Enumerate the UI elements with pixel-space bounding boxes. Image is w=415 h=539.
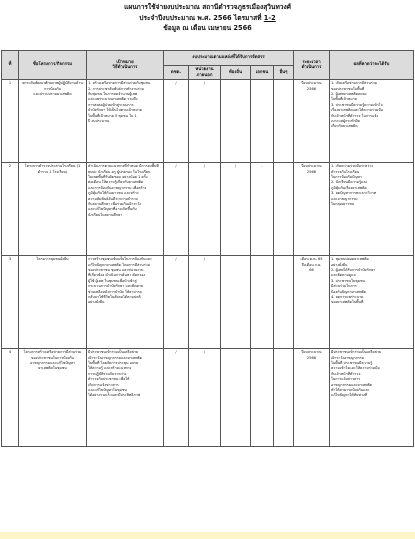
document-title: [0, 2, 415, 34]
sponsor-budget: -: [251, 163, 274, 256]
header-police: ตชด.: [164, 66, 189, 80]
header-period: ระยะเวลา ดำเนินการ: [294, 51, 330, 80]
table-row: [2, 256, 414, 349]
period-text: ปีงบประมาณ 2566: [294, 163, 330, 256]
header-sponsor: เอกชน: [251, 66, 274, 80]
title-line-1: แผนการใช้จ่ายงบประมาณ สถานีตำรวจภูธรเมืองสุวินทวงศ์: [124, 3, 291, 11]
sponsor-budget: [251, 349, 274, 447]
objective-text: การสร้างชุมชนเข้มแข็งในการป้องกันและ แก้ไขปัญหายาเสพติด โดยการมีส่วนร่วม ของประชาชน ชุมชน และหน่วยงาน ที่เกี่ยวข้อง ดำเนินการค้นหา คัดกรอง ผู้ใช้ ผู้เสพ ในชุมชนเพื่อนำเข้าสู่ กระบวนการบำบัดรักษา และติดตาม ช่วยเหลือหลังการบำบัด ให้สามารถ กลับมาใช้ชีวิตในสังคมได้ตามปกติ อย่างยั่งยืน: [87, 256, 164, 349]
period-text: เดือน ต.ค. 65 ถึงเดือน ก.ย. 66: [294, 256, 330, 349]
budget-plan-table: [1, 50, 414, 447]
expected-result: มีประชาชนเข้าร่วมเป็นเครือข่าย เฝ้าระวังอาชญากรรม ในพื้นที่ ประชาชนมีความรู้ ความเข้าใจและให้ความร่วมมือ กับเจ้าหน้าที่ตำรวจ ในการแจ้งข่าวสาร อาชญากรรมและยาเสพติด ทำให้สามารถป้องกันและ แก้ไขปัญหาได้ทันท่วงที: [330, 349, 414, 447]
police-budget: /: [164, 163, 189, 256]
header-other: อื่นๆ: [274, 66, 294, 80]
row-number: 2: [2, 163, 19, 256]
header-expected: ผลที่คาดว่าจะได้รับ: [330, 51, 414, 80]
period-text: ปีงบประมาณ 2566: [294, 349, 330, 447]
objective-text: 1. สร้างเครือข่ายการมีส่วนร่วมกับชุมชน 2. การประชาสัมพันธ์การทำงานร่วม กับชุมชน ในการลดจำนวนผู้เสพ และแพร่ระบาดยาเสพติด รวมถึง การส่งต่อผู้ป่วยเข้าสู่ระบบการ บำบัดรักษา ให้เป็นไปตามเป้าหมาย ในพื้นที่เป้าหมาย 5 ชุมชน ใน 1 ปี งบประมาณ: [87, 80, 164, 163]
objective-text: ดำเนินการตามแนวทางที่กำหนด มีการลงพื้นที่ พบปะ นักเรียน ครู ผู้ปกครอง ในโรงเรียน ในเขตพื้นที่รับผิดชอบ อย่างน้อย 1 ครั้ง ต่อเดือน ให้ความรู้เกี่ยวกับยาเสพติด และการป้องกันอาชญากรรม เพื่อสร้าง ภูมิคุ้มกันให้กับเยาวชน และสร้าง ความสัมพันธ์อันดีระหว่างตำรวจ กับสถานศึกษา เพื่อร่วมกันเฝ้าระวัง และแก้ไขปัญหาที่อาจเกิดขึ้นกับ นักเรียนในสถานศึกษา: [87, 163, 164, 256]
period-text: ปีงบประมาณ 2566: [294, 80, 330, 163]
header-local: ท้องถิ่น: [221, 66, 251, 80]
table-row: [2, 349, 414, 447]
agency-budget: /: [189, 80, 221, 163]
title-line-3: ข้อมูล ณ เดือน เมษายน 2566: [163, 24, 252, 32]
other-budget: [274, 163, 294, 256]
agency-budget: /: [189, 256, 221, 349]
expected-result: 1. ชุมชนปลอดยาเสพติด อย่างยั่งยืน 2. ผู้เสพได้รับการบำบัดรักษา และติดตามดูแล 3. ประชาชนในชุมชน มีส่วนร่วมในการ ป้องกันปัญหายาเสพติด 4. ลดการแพร่ระบาด ของยาเสพติดในพื้นที่: [330, 256, 414, 349]
police-budget: /: [164, 80, 189, 163]
row-number: 1: [2, 80, 19, 163]
agency-budget: /: [189, 349, 221, 447]
sponsor-budget: [251, 256, 274, 349]
local-budget: [221, 80, 251, 163]
row-number: 3: [2, 256, 19, 349]
agency-budget: /: [189, 163, 221, 256]
sponsor-budget: [251, 80, 274, 163]
police-budget: /: [164, 349, 189, 447]
local-budget: /: [221, 163, 251, 256]
objective-text: มีประชาชนเข้าร่วมเป็นเครือข่าย เฝ้าระวังอาชญากรรมและยาเสพติด ในพื้นที่ โดยจัดการประชุม อบรม ให้ความรู้ และสร้างแนวทาง การปฏิบัติร่วมกันระหว่าง ตำรวจกับประชาชน เพื่อให้ เกิดการแจ้งข่าวสาร และแก้ไขปัญหาในชุมชน ได้อย่างรวดเร็วและมีประสิทธิภาพ: [87, 349, 164, 447]
row-number: 4: [2, 349, 19, 447]
header-objective: เป้าหมาย วิธีดำเนินการ: [87, 51, 164, 80]
header-no: ที่: [2, 51, 19, 80]
other-budget: [274, 349, 294, 447]
project-name: ยกระดับพัฒนาศักยภาพผู้ปฏิบัติงานด้านการป้องกัน และปราบปรามยาเสพติด: [19, 80, 87, 163]
expected-result: 1. เกิดเครือข่ายการมีส่วนร่วม ของประชาชนในพื้นที่ 2. ผู้เสพยาเสพติดลดลง ในพื้นที่เป้าหมาย 3. ประชาชนมีความรู้ความเข้าใจ เรื่องยาเสพติดและให้ความร่วมมือ กับเจ้าหน้าที่ตำรวจ ในการแจ้ง เบาะแสผู้กระทำผิด เกี่ยวกับยาเสพติด: [330, 80, 414, 163]
project-name: โครงการตำรวจประสานโรงเรียน (1 ตำรวจ 1 โรงเรียน): [19, 163, 87, 256]
table-row: [2, 163, 414, 256]
local-budget: [221, 256, 251, 349]
project-name: โครงการสร้างเครือข่ายการมีส่วนร่วม ของประชาชนในการป้องกัน อาชญากรรมและแก้ไขปัญหา ยาเสพติดในชุมชน: [19, 349, 87, 447]
other-budget: [274, 256, 294, 349]
project-name: โครงการชุมชนยั่งยืน: [19, 256, 87, 349]
header-agency: หน่วยงานภายนอก: [189, 66, 221, 80]
title-line-2: [0, 13, 415, 24]
header-project: ชื่อโครงการ/กิจกรรม: [19, 51, 87, 80]
local-budget: [221, 349, 251, 447]
table-row: [2, 80, 414, 163]
expected-result: 1. เกิดความร่วมมือระหว่าง ตำรวจกับโรงเรียน ในการป้องกันปัญหา 2. นักเรียนมีความรู้และ ภูมิคุ้มกันเรื่องยาเสพติด 3. ลดปัญหาการทะเลาะวิวาท และอาชญากรรม ในกลุ่มเยาวชน: [330, 163, 414, 256]
header-budget-group: งบประมาณตามแหล่งที่ได้รับการจัดสรร: [164, 51, 294, 66]
police-budget: /: [164, 256, 189, 349]
other-budget: [274, 80, 294, 163]
bottom-highlight-band: [0, 532, 415, 539]
quarter-value: 1-2: [263, 13, 276, 22]
title-line-2-prefix: ประจำปีงบประมาณ พ.ศ. 2566 ไตรมาสที่: [139, 13, 264, 22]
